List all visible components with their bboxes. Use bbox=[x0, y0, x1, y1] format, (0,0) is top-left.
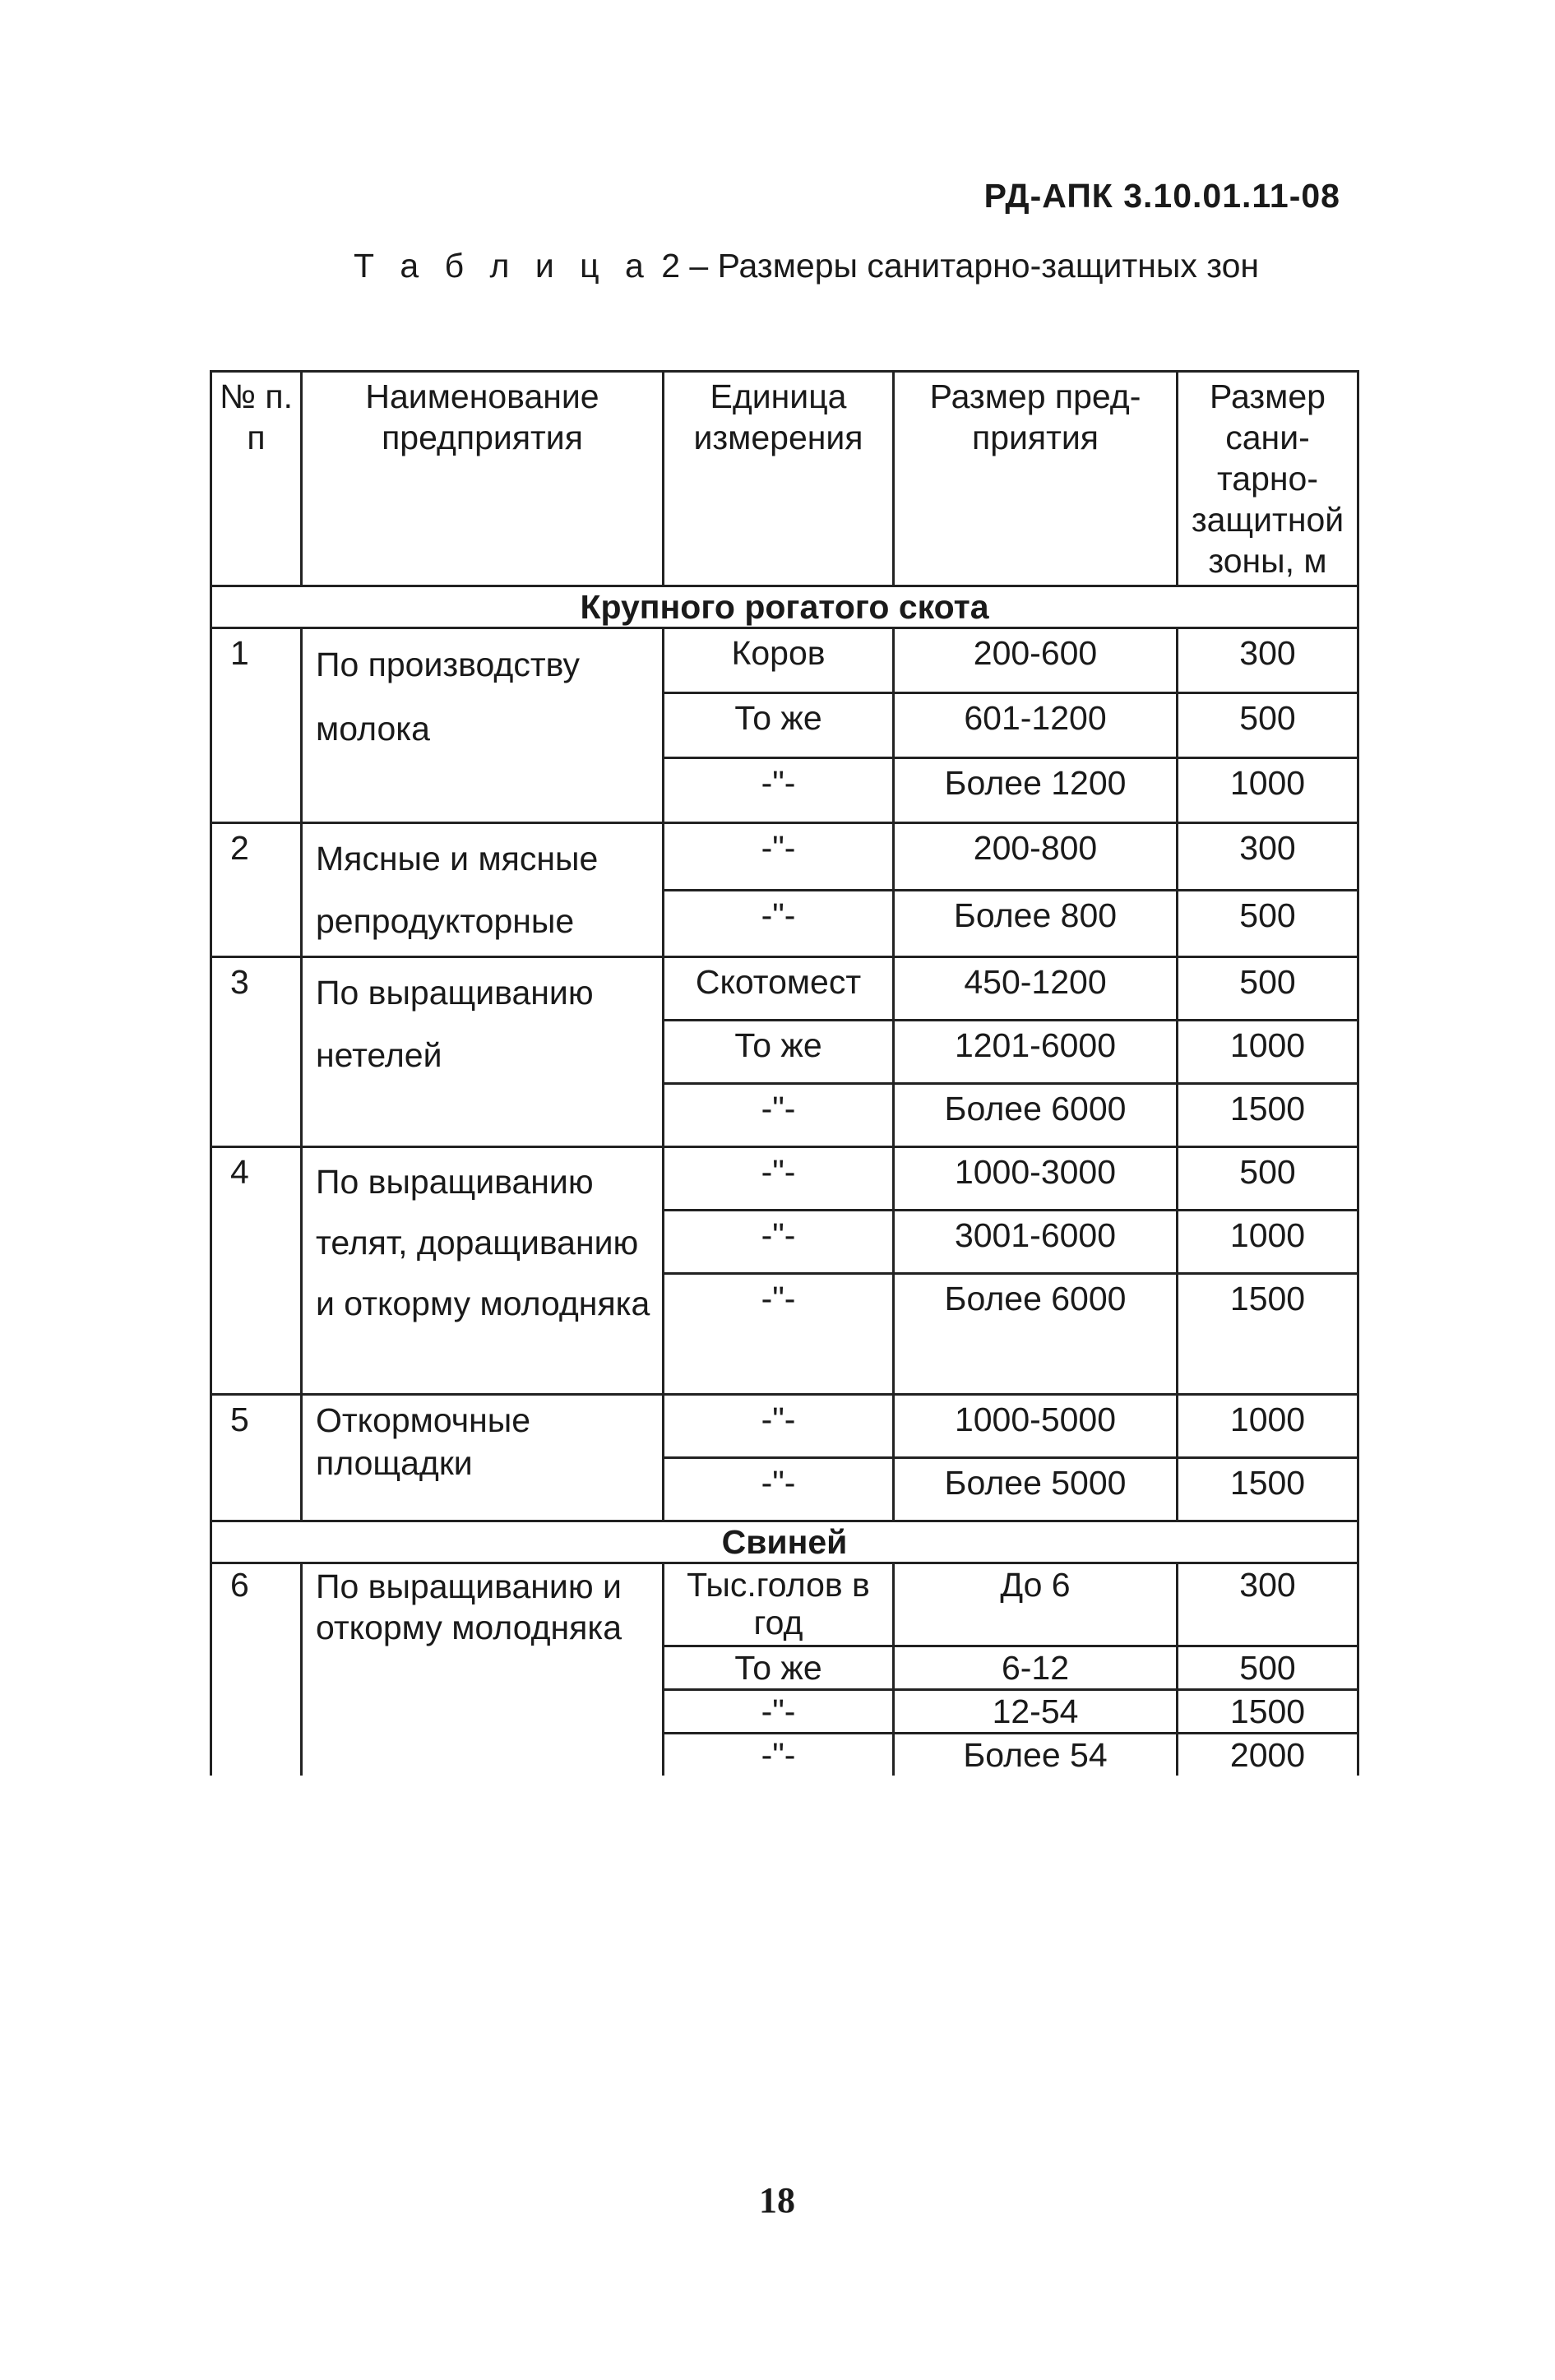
enterprise-name-text: По выращиванию телят, доращиванию и откорму молодняка bbox=[316, 1163, 650, 1322]
enterprise-name-text: Мясные и мясные репродукторные bbox=[316, 840, 599, 940]
size-cell: 1201-6000 bbox=[894, 1021, 1178, 1084]
section-row bbox=[211, 586, 1358, 628]
zone-cell: 1000 bbox=[1178, 1395, 1358, 1458]
col-header-zone: Размер сани-тарно-защитной зоны, м bbox=[1178, 372, 1358, 586]
zone-cell: 300 bbox=[1178, 628, 1358, 693]
zone-cell: 1500 bbox=[1178, 1690, 1358, 1734]
size-cell: Более 1200 bbox=[894, 758, 1178, 823]
col-header-num: № п. п bbox=[211, 372, 302, 586]
zone-cell: 500 bbox=[1178, 693, 1358, 758]
size-cell: До 6 bbox=[894, 1563, 1178, 1646]
enterprise-name-text: По выращиванию и откорму молодняка bbox=[316, 1567, 622, 1646]
enterprise-name bbox=[302, 1147, 664, 1395]
enterprise-name bbox=[302, 823, 664, 957]
unit-cell: Коров bbox=[664, 628, 894, 693]
size-cell: 200-800 bbox=[894, 823, 1178, 891]
unit-cell: -"- bbox=[664, 1734, 894, 1776]
unit-cell: Скотомест bbox=[664, 957, 894, 1021]
unit-cell: -"- bbox=[664, 1395, 894, 1458]
unit-cell: То же bbox=[664, 1021, 894, 1084]
table-row bbox=[211, 628, 1358, 693]
row-number: 1 bbox=[211, 628, 302, 823]
zone-cell: 2000 bbox=[1178, 1734, 1358, 1776]
zone-cell: 1500 bbox=[1178, 1274, 1358, 1395]
size-cell: 12-54 bbox=[894, 1690, 1178, 1734]
row-number: 2 bbox=[211, 823, 302, 957]
enterprise-name bbox=[302, 957, 664, 1147]
table-row bbox=[211, 1563, 1358, 1646]
section-title: Крупного рогатого скота bbox=[211, 586, 1358, 628]
size-cell: 6-12 bbox=[894, 1646, 1178, 1690]
size-cell: 200-600 bbox=[894, 628, 1178, 693]
unit-cell: -"- bbox=[664, 1084, 894, 1147]
zone-cell: 1500 bbox=[1178, 1084, 1358, 1147]
unit-cell: -"- bbox=[664, 1458, 894, 1521]
table-row bbox=[211, 823, 1358, 891]
zone-cell: 500 bbox=[1178, 1646, 1358, 1690]
zone-cell: 1000 bbox=[1178, 1021, 1358, 1084]
unit-cell: То же bbox=[664, 1646, 894, 1690]
row-number: 6 bbox=[211, 1563, 302, 1776]
size-cell: Более 54 bbox=[894, 1734, 1178, 1776]
col-header-size: Размер пред-приятия bbox=[894, 372, 1178, 586]
enterprise-name bbox=[302, 628, 664, 823]
table-row bbox=[211, 1147, 1358, 1211]
enterprise-name bbox=[302, 1395, 664, 1521]
size-cell: 1000-5000 bbox=[894, 1395, 1178, 1458]
zone-cell: 500 bbox=[1178, 890, 1358, 957]
zone-cell: 1500 bbox=[1178, 1458, 1358, 1521]
zone-cell: 500 bbox=[1178, 957, 1358, 1021]
table-caption-text: 2 – Размеры санитарно-защитных зон bbox=[651, 247, 1260, 285]
zone-cell: 300 bbox=[1178, 1563, 1358, 1646]
page-number: 18 bbox=[759, 2180, 795, 2220]
table-caption bbox=[354, 247, 1259, 285]
unit-cell: -"- bbox=[664, 758, 894, 823]
col-header-unit: Единица измерения bbox=[664, 372, 894, 586]
enterprise-name-text: По выращиванию нетелей bbox=[316, 974, 594, 1074]
unit-cell: -"- bbox=[664, 1147, 894, 1211]
row-number: 3 bbox=[211, 957, 302, 1147]
size-cell: Более 6000 bbox=[894, 1274, 1178, 1395]
table-header-row bbox=[211, 372, 1358, 586]
table-row bbox=[211, 1395, 1358, 1458]
unit-cell: -"- bbox=[664, 823, 894, 891]
section-row bbox=[211, 1521, 1358, 1563]
col-header-name: Наименование предприятия bbox=[302, 372, 664, 586]
unit-cell: То же bbox=[664, 693, 894, 758]
enterprise-name bbox=[302, 1563, 664, 1776]
unit-cell: -"- bbox=[664, 1211, 894, 1274]
table-row bbox=[211, 957, 1358, 1021]
table-caption-label: Т а б л и ц а bbox=[354, 247, 652, 285]
size-cell: 601-1200 bbox=[894, 693, 1178, 758]
size-cell: Более 5000 bbox=[894, 1458, 1178, 1521]
document-code: РД-АПК 3.10.01.11-08 bbox=[983, 177, 1340, 215]
sanitary-zones-table bbox=[210, 370, 1359, 1776]
enterprise-name-text: Откормочные площадки bbox=[316, 1401, 531, 1482]
size-cell: 1000-3000 bbox=[894, 1147, 1178, 1211]
unit-cell: -"- bbox=[664, 1274, 894, 1395]
size-cell: 3001-6000 bbox=[894, 1211, 1178, 1274]
size-cell: Более 800 bbox=[894, 890, 1178, 957]
row-number: 5 bbox=[211, 1395, 302, 1521]
zone-cell: 500 bbox=[1178, 1147, 1358, 1211]
size-cell: Более 6000 bbox=[894, 1084, 1178, 1147]
unit-cell: -"- bbox=[664, 890, 894, 957]
zone-cell: 1000 bbox=[1178, 758, 1358, 823]
section-title: Свиней bbox=[211, 1521, 1358, 1563]
unit-cell: Тыс.голов в год bbox=[664, 1563, 894, 1646]
zone-cell: 1000 bbox=[1178, 1211, 1358, 1274]
row-number: 4 bbox=[211, 1147, 302, 1395]
zone-cell: 300 bbox=[1178, 823, 1358, 891]
size-cell: 450-1200 bbox=[894, 957, 1178, 1021]
enterprise-name-text: По производству молока bbox=[316, 646, 580, 748]
unit-cell: -"- bbox=[664, 1690, 894, 1734]
